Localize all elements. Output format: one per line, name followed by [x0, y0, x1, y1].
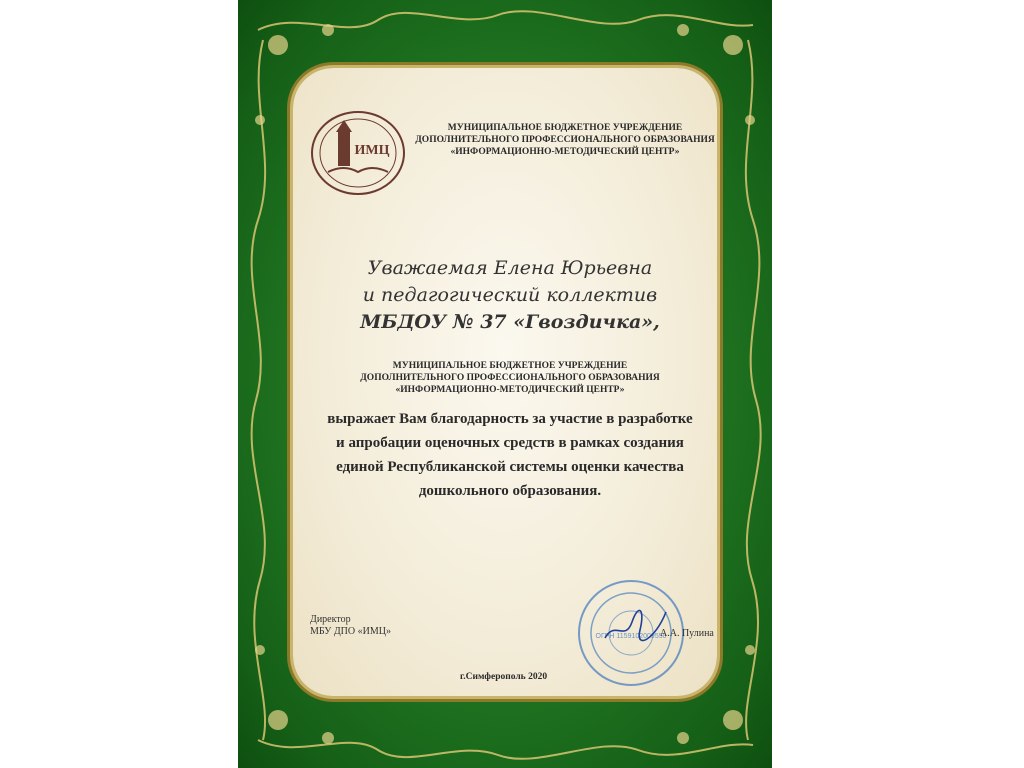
svg-text:ОГРН 1159102009550: ОГРН 1159102009550 — [595, 633, 667, 640]
org-line: «ИНФОРМАЦИОННО-МЕТОДИЧЕСКИЙ ЦЕНТР» — [450, 147, 680, 157]
addressee-line-1: Уважаемая Елена Юрьевна — [367, 257, 653, 279]
message-line: и апробации оценочных средств в рамках создания — [336, 435, 684, 451]
handwritten-signature — [600, 600, 670, 650]
organization-header — [405, 122, 725, 158]
director-org: МБУ ДПО «ИМЦ» — [310, 626, 391, 637]
addressee — [340, 255, 680, 336]
signatory-title — [310, 614, 391, 638]
city-year: г.Симферополь 2020 — [460, 672, 548, 682]
signatory-name: А.А. Пулина — [660, 628, 714, 639]
message-line: выражает Вам благодарность за участие в разработке — [327, 411, 693, 427]
imc-logo-icon — [310, 110, 406, 196]
gratitude-message — [300, 407, 720, 503]
sender-line: ДОПОЛНИТЕЛЬНОГО ПРОФЕССИОНАЛЬНОГО ОБРАЗОВАНИЯ — [360, 373, 660, 383]
message-line: дошкольного образования. — [418, 483, 602, 499]
message-line: единой Республиканской системы оценки качества — [336, 459, 684, 475]
addressee-line-3: МБДОУ № 37 «Гвоздичка», — [360, 311, 660, 333]
addressee-line-2: и педагогический коллектив — [362, 284, 658, 306]
sender-line: «ИНФОРМАЦИОННО-МЕТОДИЧЕСКИЙ ЦЕНТР» — [395, 385, 625, 395]
sender-line: МУНИЦИПАЛЬНОЕ БЮДЖЕТНОЕ УЧРЕЖДЕНИЕ — [392, 361, 628, 371]
org-line: МУНИЦИПАЛЬНОЕ БЮДЖЕТНОЕ УЧРЕЖДЕНИЕ — [447, 123, 683, 133]
org-line: ДОПОЛНИТЕЛЬНОГО ПРОФЕССИОНАЛЬНОГО ОБРАЗОВАНИЯ — [415, 135, 715, 145]
director-label: Директор — [310, 614, 351, 625]
svg-text:ИМЦ: ИМЦ — [354, 143, 390, 158]
sender-organization — [345, 360, 675, 396]
